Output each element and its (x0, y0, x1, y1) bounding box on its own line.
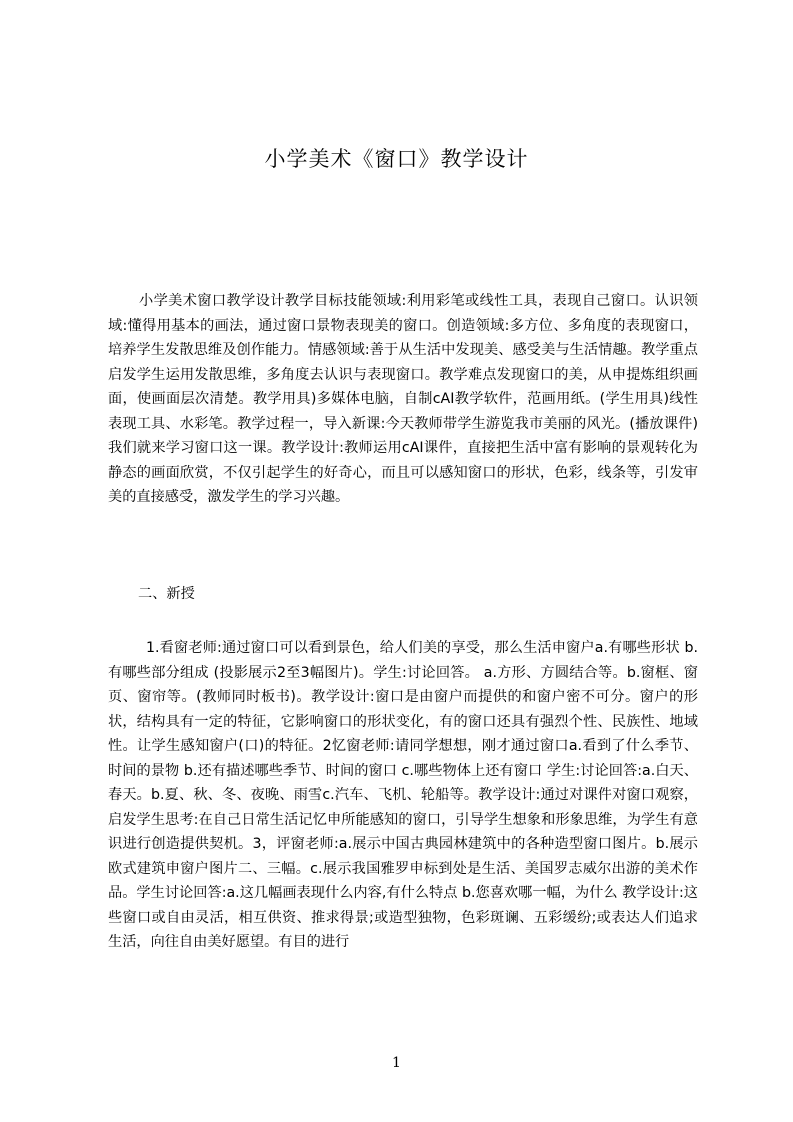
page-number: 1 (392, 1055, 401, 1071)
section-heading: 二、新授 (138, 586, 195, 602)
document-title: 小学美术《窗口》教学设计 (264, 147, 529, 171)
intro-paragraph: 小学美术窗口教学设计教学目标技能领域:利用彩笔或线性工具，表现自己窗口。认识领域:懂得用基本的画法，通过窗口景物表现美的窗口。创造领域:多方位、多角度的表现窗口，培养学生发散思维及创作能力。情感领域:善于从生活中发现美、感受美与生活情趣。教学重点启发学生运用发散思维，多角度去认识与表现窗口。教学难点发现窗口的美，从申提炼组织画面，使画面层次清楚。教学用具)多媒体电脑，自制cAI教学软件，范画用纸。(学生用具)线性表现工具、水彩笔。教学过程一，导入新课:今天教师带学生游览我市美丽的风光。(播放课件)我们就来学习窗口这一课。教学设计:教师运用cAI课件，直接把生活中富有影响的景观转化为静态的画面欣赏，不仅引起学生的好奇心，而且可以感知窗口的形状，色彩，线条等，引发审美的直接感受，激发学生的学习兴趣。 (108, 293, 698, 505)
section-paragraph: 1.看窗老师:通过窗口可以看到景色，给人们美的享受，那么生活申窗户a.有哪些形状 b.有哪些部分组成 (投影展示2至3幅图片)。学生:讨论回答。 a.方形、方圆结合等。b.窗框、窗页、窗帘等。(教师同时板书)。教学设计:窗口是由窗户而提供的和窗户密不可分。窗户的形状，结构具有一定的特征，它影响窗口的形状变化，有的窗口还具有强烈个性、民族性、地域性。让学生感知窗户(口)的特征。2忆窗老师:请同学想想，刚才通过窗口a.看到了什么季节、时间的景物 b.还有描述哪些季节、时间的窗口 c.哪些物体上还有窗口 学生:讨论回答:a.白天、春天。b.夏、秋、冬、夜晚、雨雪c.汽车、飞机、轮船等。教学设计:通过对课件对窗口观察，启发学生思考:在自己日常生活记忆申所能感知的窗口，引导学生想象和形象思维，为学生有意识进行创造提供契机。3，评窗老师:a.展示中国古典园林建筑中的各种造型窗口图片。b.展示欧式建筑申窗户图片二、三幅。c.展示我国雅罗申标到处是生活、美国罗志威尔出游的美术作品。学生讨论回答:a.这几幅画表现什么内容,有什么特点 b.您喜欢哪一幅，为什么 教学设计:这些窗口或自由灵活，相互供资、推求得景;或造型独物，色彩斑谰、五彩缓纷;或表达人们追求生活，向往自由美好愿望。有目的进行 (108, 640, 698, 950)
